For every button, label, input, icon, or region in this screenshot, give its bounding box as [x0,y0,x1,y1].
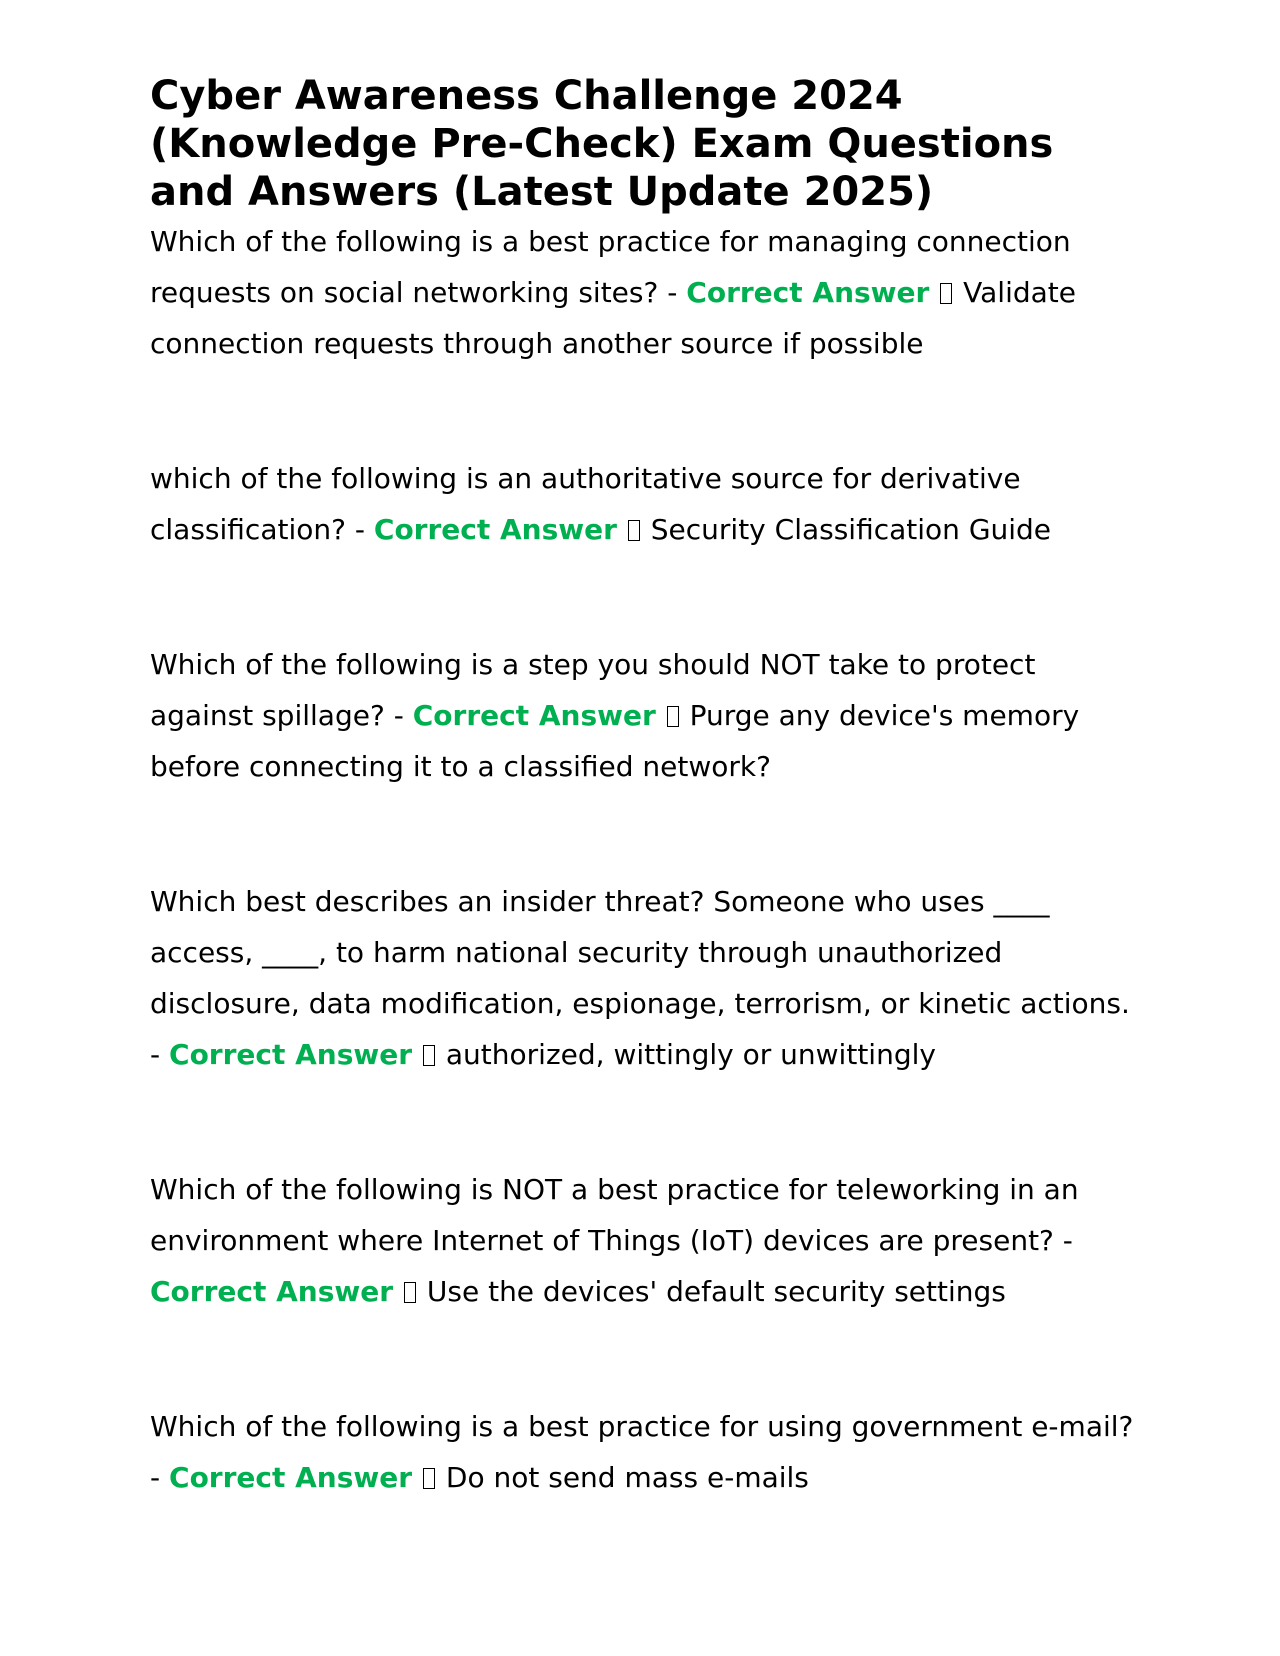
correct-answer-label: Correct Answer [373,513,617,546]
question-text: Which of the following is a best practice for managing connection requests on social networking sites? - [150,225,1071,309]
missing-glyph-box-icon [404,1282,416,1303]
question-text: Which best describes an insider threat? Someone who uses ____ access, ____, to harm national security through unauthorized disclosure, data modification, espionage, terrorism, or kinetic actions. - [150,885,1130,1071]
missing-glyph-box-icon [423,1045,435,1066]
correct-answer-label: Correct Answer [169,1461,413,1494]
qa-item-4 [150,876,1140,1080]
answer-text: Security Classification Guide [650,513,1052,546]
answer-text: Purge any device's memory before connecting it to a classified network? [150,699,1080,783]
missing-glyph-box-icon [667,706,679,727]
question-text: which of the following is an authoritative source for derivative classification? - [150,462,1021,546]
qa-item-5 [150,1164,1140,1317]
correct-answer-label: Correct Answer [412,699,656,732]
missing-glyph-box-icon [628,520,640,541]
qa-item-2 [150,453,1140,555]
missing-glyph-box-icon [423,1468,435,1489]
answer-text: Do not send mass e-mails [445,1461,809,1494]
correct-answer-label: Correct Answer [150,1275,394,1308]
answer-text: Use the devices' default security settings [426,1275,1006,1308]
correct-answer-label: Correct Answer [686,276,930,309]
document-title: Cyber Awareness Challenge 2024 (Knowledge Pre-Check) Exam Questions and Answers (Latest Update 2025) [150,73,1054,215]
qa-item-1 [150,216,1140,369]
answer-text: Validate connection requests through another source if possible [150,276,1076,360]
qa-item-3 [150,639,1140,792]
answer-text: authorized, wittingly or unwittingly [445,1038,936,1071]
qa-item-6 [150,1401,1140,1503]
question-text: Which of the following is NOT a best practice for teleworking in an environment where Internet of Things (IoT) devices are present? - [150,1173,1079,1257]
missing-glyph-box-icon [940,283,952,304]
question-text: Which of the following is a best practice for using government e-mail? - [150,1410,1134,1494]
correct-answer-label: Correct Answer [169,1038,413,1071]
question-text: Which of the following is a step you should NOT take to protect against spillage? - [150,648,1036,732]
document-page [150,72,1140,1503]
